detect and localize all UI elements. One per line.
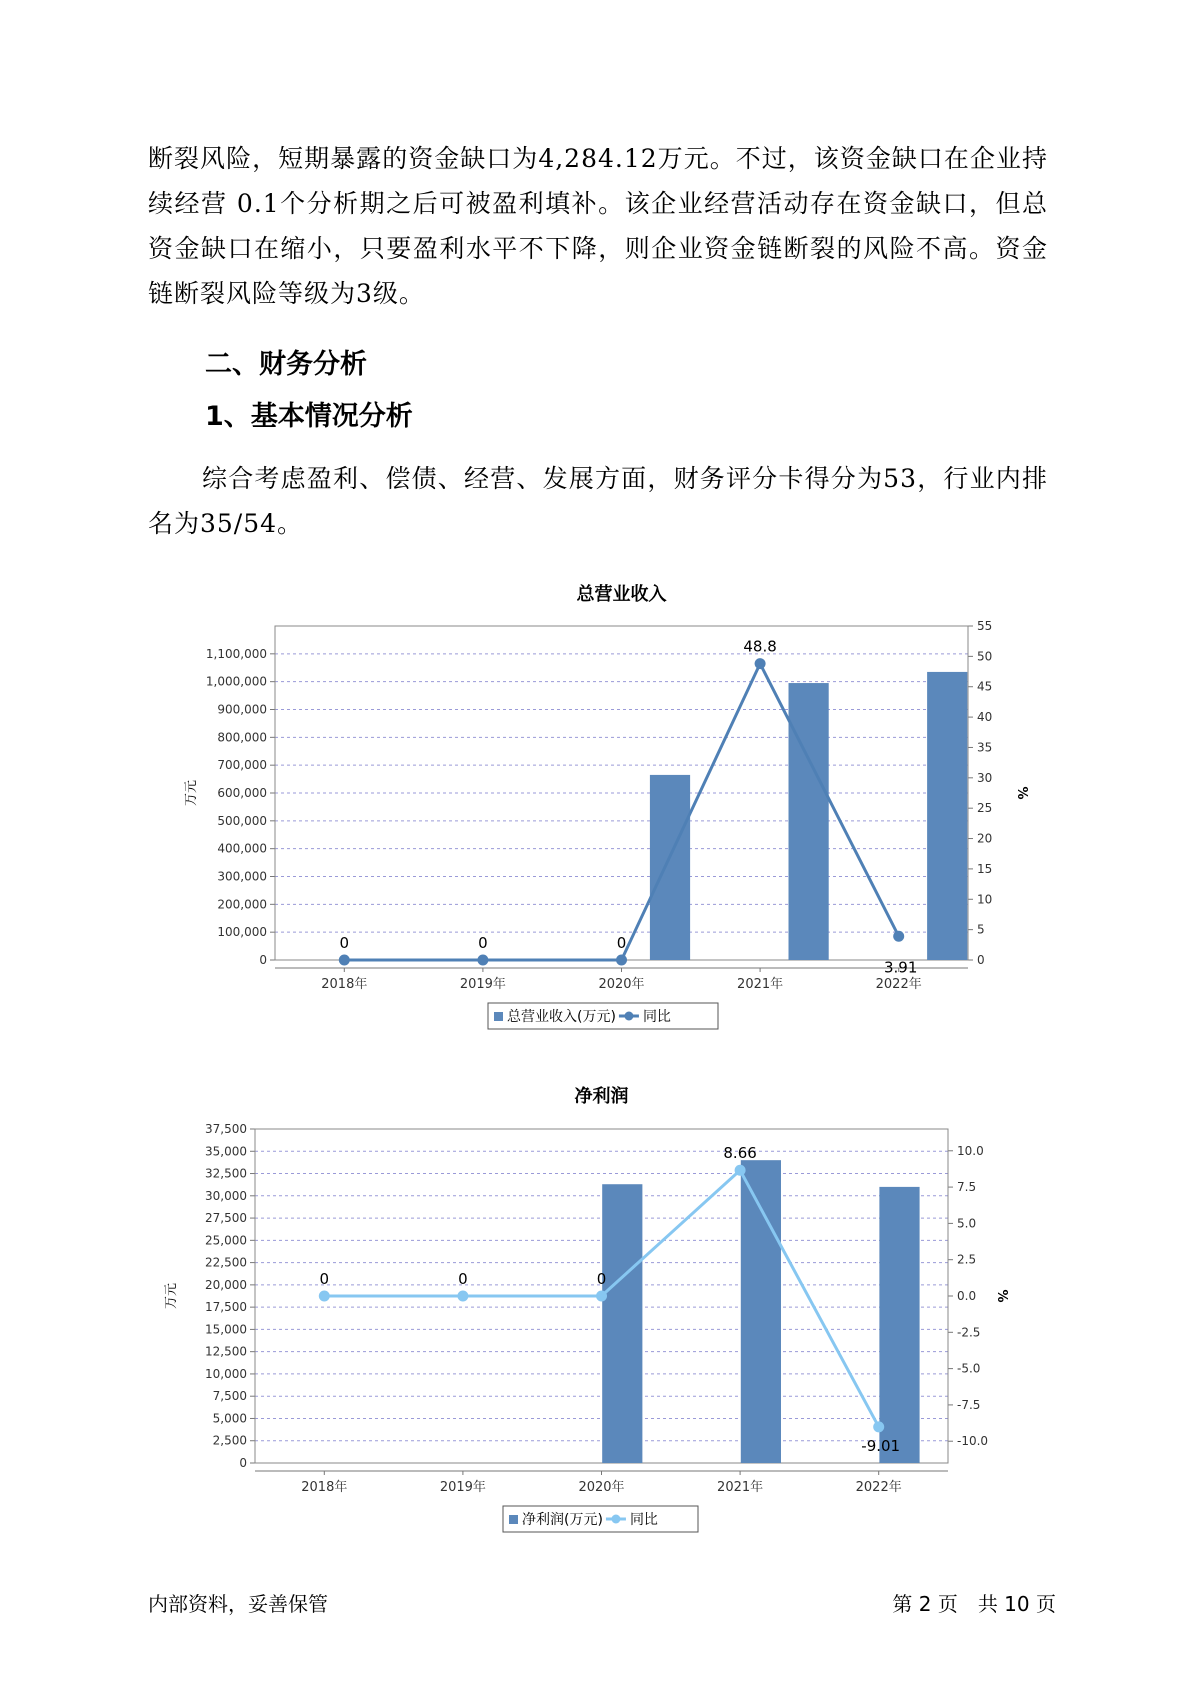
y2-tick-label: 55 (977, 619, 993, 633)
legend-line-label: 同比 (629, 1512, 658, 1528)
y2-tick-label: 10.0 (957, 1143, 984, 1158)
chart-title: 净利润 (574, 1086, 629, 1107)
chart-revenue (0, 560, 1191, 1030)
y-tick-label: 700,000 (217, 758, 267, 773)
x-tick-label: 2022年 (855, 1480, 902, 1495)
y-tick-label: 22,500 (205, 1255, 247, 1270)
data-label: 0 (319, 1270, 330, 1288)
bar (927, 672, 967, 960)
y-tick-label: 25,000 (205, 1233, 247, 1248)
y-tick-label: 30,000 (205, 1188, 247, 1203)
y-tick-label: 400,000 (217, 841, 267, 856)
y2-tick-label: 5 (977, 922, 985, 937)
y2-tick-label: 15 (977, 861, 993, 876)
data-label: 48.8 (743, 637, 777, 656)
data-label: 3.91 (883, 958, 918, 977)
subsection-heading: 1、基本情况分析 (205, 401, 413, 432)
line-point (477, 955, 488, 966)
line-point (339, 955, 350, 966)
legend-bar-swatch (494, 1012, 503, 1021)
line-point (735, 1165, 746, 1176)
y-tick-label: 1,100,000 (205, 646, 267, 661)
y-tick-label: 500,000 (217, 813, 267, 828)
line-point (616, 955, 627, 966)
y2-tick-label: 2.5 (957, 1252, 977, 1267)
y-tick-label: 600,000 (217, 786, 267, 800)
x-tick-label: 2018年 (301, 1480, 348, 1495)
x-tick-label: 2020年 (598, 977, 645, 992)
y2-tick-label: 40 (977, 710, 993, 725)
y-tick-label: 35,000 (205, 1144, 247, 1159)
y-tick-label: 7,500 (212, 1389, 247, 1404)
y-tick-label: 15,000 (205, 1322, 247, 1337)
footer-page-number: 第 2 页 共 10 页 (892, 1592, 1056, 1616)
legend-bar-label: 净利润(万元) (522, 1512, 603, 1528)
y-tick-label: 100,000 (217, 925, 267, 940)
paragraph-score: 综合考虑盈利、偿债、经营、发展方面，财务评分卡得分为53，行业内排名为35/54。 (148, 464, 1048, 538)
data-label: 8.66 (723, 1144, 757, 1163)
x-tick-label: 2019年 (459, 977, 506, 992)
y2-tick-label: -2.5 (957, 1325, 981, 1340)
data-label: 0 (339, 934, 350, 952)
y-axis-title: 万元 (164, 1282, 179, 1310)
y2-tick-label: -5.0 (957, 1361, 981, 1376)
y-tick-label: 32,500 (205, 1166, 247, 1181)
chart-title: 总营业收入 (576, 584, 667, 605)
y-tick-label: 5,000 (212, 1411, 247, 1426)
x-tick-label: 2021年 (737, 977, 784, 992)
y2-tick-label: 10 (977, 892, 993, 907)
x-tick-label: 2021年 (717, 1480, 764, 1495)
legend-line-label: 同比 (642, 1009, 671, 1025)
y2-axis-title: % (1014, 786, 1029, 800)
y2-tick-label: -10.0 (957, 1434, 989, 1449)
y-tick-label: 0 (239, 1456, 247, 1470)
y2-tick-label: 50 (977, 649, 993, 664)
line-point (873, 1421, 884, 1432)
y2-tick-label: 7.5 (957, 1180, 977, 1195)
y-tick-label: 800,000 (217, 730, 267, 745)
line-point (596, 1291, 607, 1302)
y-tick-label: 300,000 (217, 869, 267, 884)
bar (789, 683, 829, 960)
y2-tick-label: 0.0 (957, 1289, 977, 1303)
line-point (457, 1291, 468, 1302)
data-label: -9.01 (861, 1436, 901, 1455)
y-tick-label: 20,000 (205, 1277, 247, 1292)
footer-confidential: 内部资料，妥善保管 (148, 1592, 328, 1616)
y-tick-label: 1,000,000 (205, 674, 267, 689)
line-point (893, 931, 904, 942)
y2-tick-label: 25 (977, 801, 993, 816)
y2-tick-label: -7.5 (957, 1397, 981, 1412)
y-tick-label: 37,500 (205, 1122, 247, 1136)
y-tick-label: 17,500 (205, 1300, 247, 1315)
y2-tick-label: 30 (977, 770, 993, 785)
y-tick-label: 900,000 (217, 702, 267, 717)
y2-tick-label: 45 (977, 679, 993, 694)
y2-tick-label: 5.0 (957, 1216, 977, 1231)
legend-line-marker (611, 1515, 620, 1524)
y-axis-title: 万元 (184, 779, 199, 807)
y2-tick-label: 20 (977, 831, 993, 846)
line-point (319, 1291, 330, 1302)
data-label: 0 (616, 934, 627, 952)
paragraph-risk: 断裂风险，短期暴露的资金缺口为4,284.12万元。不过，该资金缺口在企业持续经营 0.1个分析期之后可被盈利填补。该企业经营活动存在资金缺口，但总资金缺口在缩小，只要盈利水平不下降，则企业资金链断裂的风险不高。资金链断裂风险等级为3级。 (148, 144, 1048, 308)
legend-bar-swatch (509, 1515, 518, 1524)
y-tick-label: 200,000 (217, 897, 267, 912)
data-label: 0 (458, 1270, 468, 1288)
x-tick-label: 2020年 (578, 1480, 625, 1495)
bar (650, 775, 690, 960)
y2-tick-label: 0 (977, 953, 985, 967)
legend-line-marker (624, 1012, 633, 1021)
y-tick-label: 10,000 (205, 1366, 247, 1381)
x-tick-label: 2018年 (321, 977, 368, 992)
bar (879, 1187, 919, 1463)
data-label: 0 (478, 934, 488, 952)
y2-tick-label: 35 (977, 740, 993, 755)
x-tick-label: 2019年 (439, 1480, 486, 1495)
chart-net-profit (0, 1060, 1191, 1530)
y-tick-label: 12,500 (205, 1344, 247, 1359)
legend-bar-label: 总营业收入(万元) (507, 1009, 616, 1025)
y-tick-label: 2,500 (212, 1433, 247, 1448)
data-label: 0 (596, 1270, 607, 1288)
line-point (755, 658, 766, 669)
y-tick-label: 27,500 (205, 1211, 247, 1226)
x-tick-label: 2022年 (875, 977, 922, 992)
section-heading: 二、财务分析 (205, 349, 367, 380)
y2-axis-title: % (994, 1289, 1009, 1303)
y-tick-label: 0 (259, 953, 267, 967)
bar (602, 1184, 642, 1463)
